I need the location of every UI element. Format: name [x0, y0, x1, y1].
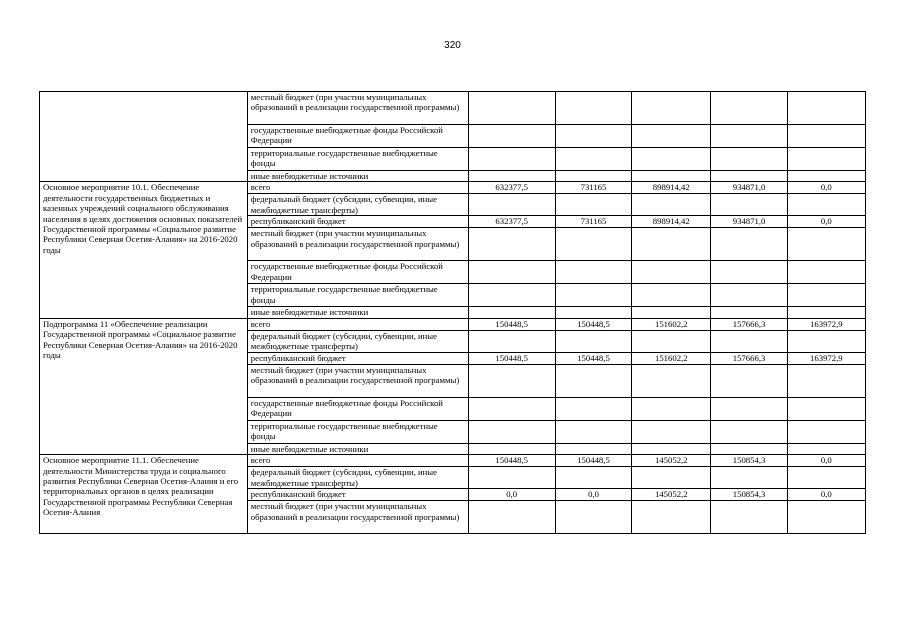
- value-cell-year-4: [711, 330, 787, 352]
- value-cell-year-3: [632, 194, 711, 216]
- value-cell-year-1: [468, 92, 555, 125]
- value-cell-year-4: [711, 467, 787, 489]
- funding-source-cell: республиканский бюджет: [247, 216, 468, 228]
- funding-source-cell: государственные внебюджетные фонды Российской Федерации: [247, 125, 468, 148]
- value-cell-year-2: [555, 171, 631, 182]
- value-cell-year-1: [468, 261, 555, 284]
- value-cell-year-2: [555, 330, 631, 352]
- value-cell-year-1: [468, 467, 555, 489]
- value-cell-year-1: [468, 501, 555, 534]
- value-cell-year-2: 150448,5: [555, 455, 631, 467]
- value-cell-year-3: [632, 92, 711, 125]
- value-cell-year-3: [632, 420, 711, 443]
- budget-table-body: [40, 92, 866, 534]
- value-cell-year-3: 145052,2: [632, 489, 711, 501]
- value-cell-year-5: [787, 171, 865, 182]
- value-cell-year-4: [711, 92, 787, 125]
- value-cell-year-2: 150448,5: [555, 318, 631, 330]
- value-cell-year-5: 0,0: [787, 182, 865, 194]
- value-cell-year-5: [787, 261, 865, 284]
- value-cell-year-4: [711, 501, 787, 534]
- funding-source-cell: территориальные государственные внебюджетные фонды: [247, 148, 468, 171]
- value-cell-year-3: [632, 148, 711, 171]
- value-cell-year-4: 150854,3: [711, 489, 787, 501]
- value-cell-year-1: [468, 443, 555, 454]
- value-cell-year-1: 632377,5: [468, 182, 555, 194]
- value-cell-year-2: [555, 307, 631, 318]
- value-cell-year-1: [468, 284, 555, 307]
- value-cell-year-4: 157666,3: [711, 318, 787, 330]
- value-cell-year-3: [632, 397, 711, 420]
- value-cell-year-2: 731165: [555, 182, 631, 194]
- funding-source-cell: местный бюджет (при участии муниципальных образований в реализации государственной программы): [247, 92, 468, 125]
- value-cell-year-2: [555, 420, 631, 443]
- value-cell-year-1: [468, 420, 555, 443]
- value-cell-year-4: 934871,0: [711, 182, 787, 194]
- value-cell-year-1: [468, 194, 555, 216]
- value-cell-year-5: 0,0: [787, 489, 865, 501]
- value-cell-year-5: [787, 92, 865, 125]
- program-name-cell: Основное мероприятие 10.1. Обеспечение деятельности государственных бюджетных и казенных учреждений социального обслуживания населения в целях достижения основных показателей Государственной программы «Социальное развитие Республики Северная Осетия-Алания» на 2016-2020 годы: [40, 182, 248, 318]
- value-cell-year-4: [711, 171, 787, 182]
- table-row: [40, 182, 866, 194]
- funding-source-cell: государственные внебюджетные фонды Российской Федерации: [247, 261, 468, 284]
- value-cell-year-4: [711, 148, 787, 171]
- value-cell-year-3: 151602,2: [632, 318, 711, 330]
- funding-source-cell: территориальные государственные внебюджетные фонды: [247, 420, 468, 443]
- value-cell-year-5: [787, 307, 865, 318]
- value-cell-year-5: [787, 501, 865, 534]
- value-cell-year-5: 0,0: [787, 455, 865, 467]
- value-cell-year-4: [711, 397, 787, 420]
- value-cell-year-4: [711, 125, 787, 148]
- program-name-cell: Подпрограмма 11 «Обеспечение реализации Государственной программы «Социальное развитие Республики Северная Осетия-Алания» на 2016-2020 годы: [40, 318, 248, 454]
- value-cell-year-4: 157666,3: [711, 352, 787, 364]
- value-cell-year-5: [787, 194, 865, 216]
- value-cell-year-2: [555, 228, 631, 261]
- value-cell-year-3: [632, 261, 711, 284]
- value-cell-year-2: [555, 125, 631, 148]
- value-cell-year-5: 0,0: [787, 216, 865, 228]
- funding-source-cell: федеральный бюджет (субсидии, субвенции, иные межбюджетные трансферты): [247, 194, 468, 216]
- funding-source-cell: всего: [247, 182, 468, 194]
- value-cell-year-4: [711, 443, 787, 454]
- funding-source-cell: федеральный бюджет (субсидии, субвенции, иные межбюджетные трансферты): [247, 330, 468, 352]
- value-cell-year-2: [555, 443, 631, 454]
- funding-source-cell: территориальные государственные внебюджетные фонды: [247, 284, 468, 307]
- value-cell-year-4: [711, 307, 787, 318]
- value-cell-year-3: [632, 364, 711, 397]
- value-cell-year-2: [555, 397, 631, 420]
- funding-source-cell: местный бюджет (при участии муниципальных образований в реализации государственной программы): [247, 501, 468, 534]
- value-cell-year-3: [632, 467, 711, 489]
- value-cell-year-2: [555, 194, 631, 216]
- value-cell-year-1: 632377,5: [468, 216, 555, 228]
- value-cell-year-5: 163972,9: [787, 318, 865, 330]
- value-cell-year-1: 150448,5: [468, 455, 555, 467]
- value-cell-year-4: [711, 194, 787, 216]
- value-cell-year-2: [555, 284, 631, 307]
- value-cell-year-3: [632, 284, 711, 307]
- value-cell-year-5: [787, 284, 865, 307]
- value-cell-year-5: [787, 467, 865, 489]
- value-cell-year-2: 731165: [555, 216, 631, 228]
- value-cell-year-2: [555, 148, 631, 171]
- budget-table: [39, 91, 866, 534]
- value-cell-year-1: 0,0: [468, 489, 555, 501]
- value-cell-year-1: 150448,5: [468, 318, 555, 330]
- value-cell-year-1: [468, 125, 555, 148]
- value-cell-year-5: [787, 420, 865, 443]
- value-cell-year-1: [468, 148, 555, 171]
- funding-source-cell: республиканский бюджет: [247, 489, 468, 501]
- value-cell-year-2: [555, 92, 631, 125]
- value-cell-year-4: [711, 261, 787, 284]
- value-cell-year-2: [555, 261, 631, 284]
- value-cell-year-4: [711, 284, 787, 307]
- value-cell-year-3: 898914,42: [632, 182, 711, 194]
- value-cell-year-5: [787, 228, 865, 261]
- funding-source-cell: всего: [247, 455, 468, 467]
- value-cell-year-1: 150448,5: [468, 352, 555, 364]
- funding-source-cell: иные внебюджетные источники: [247, 443, 468, 454]
- value-cell-year-3: [632, 501, 711, 534]
- value-cell-year-5: [787, 125, 865, 148]
- value-cell-year-5: 163972,9: [787, 352, 865, 364]
- value-cell-year-3: [632, 443, 711, 454]
- value-cell-year-3: 145052,2: [632, 455, 711, 467]
- value-cell-year-4: [711, 420, 787, 443]
- value-cell-year-5: [787, 364, 865, 397]
- funding-source-cell: всего: [247, 318, 468, 330]
- funding-source-cell: иные внебюджетные источники: [247, 171, 468, 182]
- table-row: [40, 455, 866, 467]
- funding-source-cell: местный бюджет (при участии муниципальных образований в реализации государственной программы): [247, 364, 468, 397]
- funding-source-cell: федеральный бюджет (субсидии, субвенции, иные межбюджетные трансферты): [247, 467, 468, 489]
- value-cell-year-4: 934871,0: [711, 216, 787, 228]
- value-cell-year-5: [787, 330, 865, 352]
- table-row: [40, 318, 866, 330]
- table-row: [40, 92, 866, 125]
- value-cell-year-5: [787, 443, 865, 454]
- value-cell-year-4: [711, 364, 787, 397]
- program-name-cell: [40, 92, 248, 182]
- value-cell-year-2: [555, 467, 631, 489]
- value-cell-year-5: [787, 397, 865, 420]
- value-cell-year-1: [468, 330, 555, 352]
- value-cell-year-3: 151602,2: [632, 352, 711, 364]
- value-cell-year-2: 0,0: [555, 489, 631, 501]
- page-number: 320: [444, 40, 461, 51]
- value-cell-year-2: [555, 501, 631, 534]
- value-cell-year-3: [632, 125, 711, 148]
- funding-source-cell: республиканский бюджет: [247, 352, 468, 364]
- value-cell-year-3: 898914,42: [632, 216, 711, 228]
- value-cell-year-3: [632, 330, 711, 352]
- value-cell-year-1: [468, 171, 555, 182]
- value-cell-year-3: [632, 307, 711, 318]
- value-cell-year-3: [632, 171, 711, 182]
- value-cell-year-4: 150854,3: [711, 455, 787, 467]
- value-cell-year-1: [468, 307, 555, 318]
- value-cell-year-1: [468, 228, 555, 261]
- value-cell-year-3: [632, 228, 711, 261]
- funding-source-cell: местный бюджет (при участии муниципальных образований в реализации государственной программы): [247, 228, 468, 261]
- value-cell-year-2: 150448,5: [555, 352, 631, 364]
- value-cell-year-4: [711, 228, 787, 261]
- funding-source-cell: иные внебюджетные источники: [247, 307, 468, 318]
- funding-source-cell: государственные внебюджетные фонды Российской Федерации: [247, 397, 468, 420]
- value-cell-year-2: [555, 364, 631, 397]
- value-cell-year-5: [787, 148, 865, 171]
- value-cell-year-1: [468, 364, 555, 397]
- value-cell-year-1: [468, 397, 555, 420]
- program-name-cell: Основное мероприятие 11.1. Обеспечение деятельности Министерства труда и социального развития Республики Северная Осетия-Алания и его территориальных органов в целях реализации Государственной программы Республики Северная Осетия-Алания: [40, 455, 248, 534]
